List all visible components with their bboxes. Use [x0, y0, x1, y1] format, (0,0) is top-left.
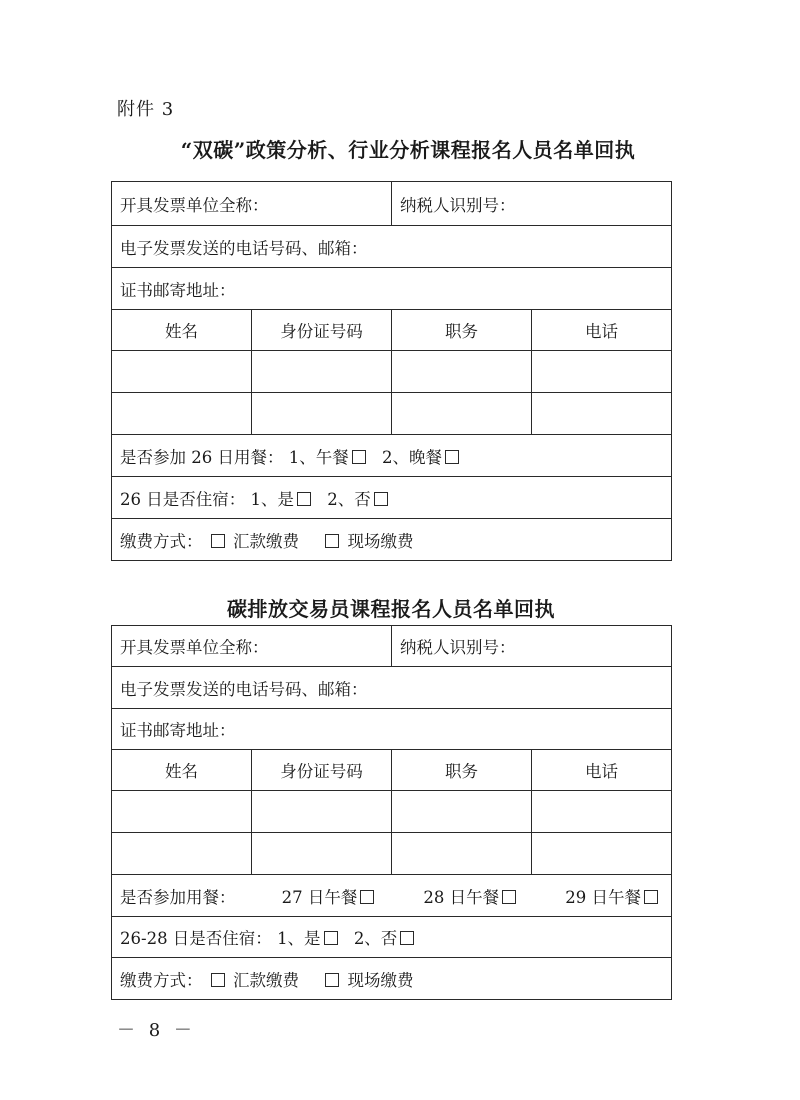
- column-header-phone: 电话: [532, 750, 672, 791]
- column-header-position: 职务: [392, 750, 532, 791]
- payment-option-onsite: 现场缴费: [322, 967, 413, 991]
- payment-label: 缴费方式：: [120, 970, 203, 990]
- name-cell[interactable]: [112, 351, 252, 393]
- payment-option-onsite: 现场缴费: [322, 528, 413, 552]
- payment-option-transfer: 汇款缴费: [208, 528, 299, 552]
- attachment-label: 附件 3: [117, 99, 175, 120]
- id-number-cell[interactable]: [252, 393, 392, 435]
- lodging-option-yes: 1、是: [277, 925, 341, 949]
- form1-title: “双碳”政策分析、行业分析课程报名人员名单回执: [180, 138, 636, 162]
- einvoice-contact-field[interactable]: 电子发票发送的电话号码、邮箱：: [112, 667, 672, 709]
- column-header-name: 姓名: [112, 750, 252, 791]
- name-cell[interactable]: [112, 393, 252, 435]
- invoice-company-field[interactable]: 开具发票单位全称：: [112, 626, 392, 667]
- payment-row: [112, 519, 672, 561]
- checkbox[interactable]: [644, 890, 658, 904]
- id-number-cell[interactable]: [252, 791, 392, 833]
- meal-option-lunch: 1、午餐: [289, 444, 369, 468]
- form2-table: [111, 625, 672, 1000]
- checkbox[interactable]: [324, 931, 338, 945]
- meal-option-29: 29 日午餐: [565, 884, 661, 908]
- lodging-label: 26 日是否住宿：: [120, 489, 246, 509]
- id-number-cell[interactable]: [252, 351, 392, 393]
- id-number-cell[interactable]: [252, 833, 392, 875]
- meal-row: [112, 435, 672, 477]
- meal-row: [112, 875, 672, 917]
- position-cell[interactable]: [392, 351, 532, 393]
- position-cell[interactable]: [392, 833, 532, 875]
- meal-label: 是否参加用餐：: [120, 887, 236, 907]
- phone-cell[interactable]: [532, 833, 672, 875]
- taxpayer-id-field[interactable]: 纳税人识别号：: [392, 626, 672, 667]
- invoice-company-field[interactable]: 开具发票单位全称：: [112, 182, 392, 226]
- phone-cell[interactable]: [532, 393, 672, 435]
- form2-title: 碳排放交易员课程报名人员名单回执: [227, 597, 555, 621]
- payment-option-transfer: 汇款缴费: [208, 967, 299, 991]
- checkbox[interactable]: [502, 890, 516, 904]
- position-cell[interactable]: [392, 393, 532, 435]
- lodging-option-no: 2、否: [327, 486, 391, 510]
- lodging-label: 26-28 日是否住宿：: [120, 929, 272, 948]
- page-number: － 8 －: [117, 1020, 196, 1041]
- payment-label: 缴费方式：: [120, 531, 203, 551]
- checkbox[interactable]: [374, 492, 388, 506]
- column-header-name: 姓名: [112, 310, 252, 351]
- table-row: [112, 393, 672, 435]
- checkbox[interactable]: [211, 973, 225, 987]
- checkbox[interactable]: [325, 973, 339, 987]
- column-header-phone: 电话: [532, 310, 672, 351]
- table-row: [112, 351, 672, 393]
- meal-option-28: 28 日午餐: [423, 884, 519, 908]
- checkbox[interactable]: [360, 890, 374, 904]
- table-row: [112, 833, 672, 875]
- payment-row: [112, 958, 672, 1000]
- name-cell[interactable]: [112, 833, 252, 875]
- einvoice-contact-field[interactable]: 电子发票发送的电话号码、邮箱：: [112, 226, 672, 268]
- table-row: [112, 791, 672, 833]
- lodging-row: [112, 917, 672, 958]
- cert-address-field[interactable]: 证书邮寄地址：: [112, 709, 672, 750]
- meal-option-dinner: 2、晚餐: [382, 444, 462, 468]
- checkbox[interactable]: [400, 931, 414, 945]
- taxpayer-id-field[interactable]: 纳税人识别号：: [392, 182, 672, 226]
- phone-cell[interactable]: [532, 351, 672, 393]
- checkbox[interactable]: [445, 450, 459, 464]
- column-header-id-number: 身份证号码: [252, 750, 392, 791]
- lodging-option-no: 2、否: [354, 925, 418, 949]
- column-header-id-number: 身份证号码: [252, 310, 392, 351]
- cert-address-field[interactable]: 证书邮寄地址：: [112, 268, 672, 310]
- checkbox[interactable]: [352, 450, 366, 464]
- meal-option-27: 27 日午餐: [282, 884, 378, 908]
- lodging-row: [112, 477, 672, 519]
- name-cell[interactable]: [112, 791, 252, 833]
- lodging-option-yes: 1、是: [251, 486, 315, 510]
- position-cell[interactable]: [392, 791, 532, 833]
- checkbox[interactable]: [211, 534, 225, 548]
- meal-label: 是否参加 26 日用餐：: [120, 447, 284, 467]
- checkbox[interactable]: [297, 492, 311, 506]
- form1-table: [111, 181, 672, 561]
- column-header-position: 职务: [392, 310, 532, 351]
- checkbox[interactable]: [325, 534, 339, 548]
- phone-cell[interactable]: [532, 791, 672, 833]
